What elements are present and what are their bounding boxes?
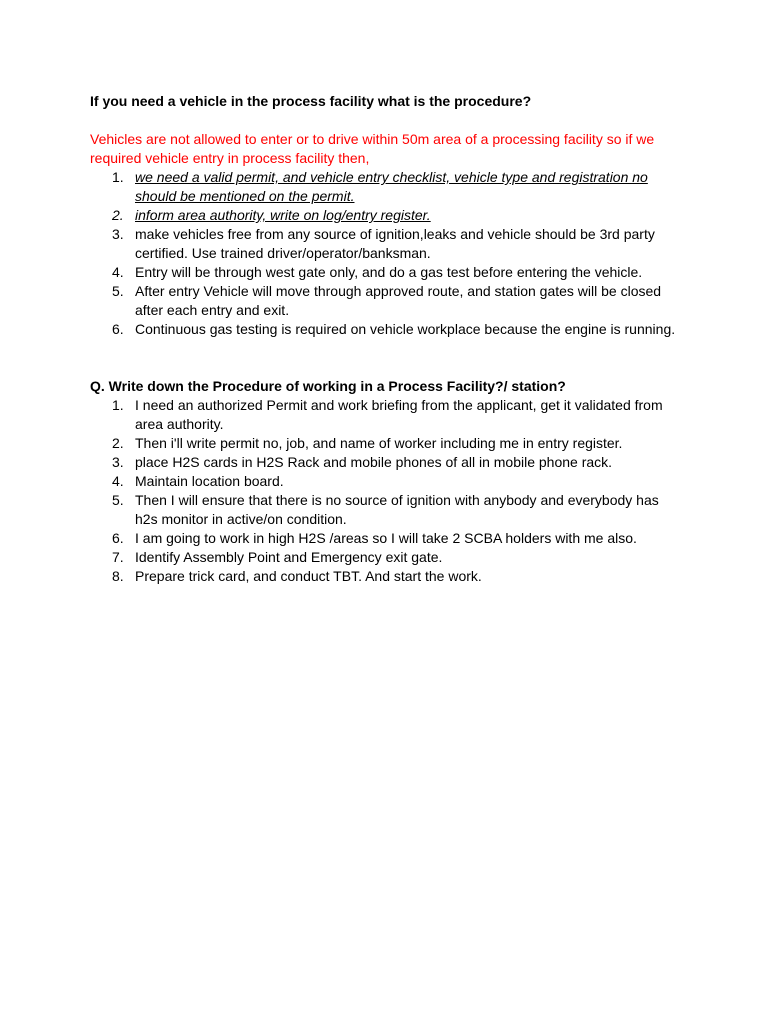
question-1-heading: If you need a vehicle in the process facility what is the procedure? <box>90 93 532 109</box>
list-number: 3. <box>112 454 124 470</box>
list-item <box>90 263 678 282</box>
list-text: I am going to work in high H2S /areas so I will take 2 SCBA holders with me also. <box>135 530 637 546</box>
list-number: 3. <box>112 226 124 242</box>
list-item <box>90 225 678 263</box>
list-text: Then I will ensure that there is no source of ignition with anybody and everybody has h2s monitor in active/on condition. <box>135 492 659 527</box>
list-item <box>90 396 678 434</box>
list-number: 4. <box>112 264 124 280</box>
question-1-intro: Vehicles are not allowed to enter or to drive within 50m area of a processing facility so if we required vehicle entry in process facility then, <box>90 131 655 166</box>
list-item <box>90 206 678 225</box>
list-number: 7. <box>112 549 124 565</box>
list-text: After entry Vehicle will move through approved route, and station gates will be closed after each entry and exit. <box>135 283 662 318</box>
list-item <box>90 320 678 339</box>
list-text: we need a valid permit, and vehicle entry checklist, vehicle type and registration no should be mentioned on the permit. <box>135 169 648 204</box>
list-number: 4. <box>112 473 124 489</box>
list-text: Then i'll write permit no, job, and name of worker including me in entry register. <box>135 435 623 451</box>
list-text: inform area authority, write on log/entry register. <box>135 207 431 223</box>
list-number: 6. <box>112 321 124 337</box>
list-item <box>90 529 678 548</box>
list-number: 8. <box>112 568 124 584</box>
question-2-list <box>90 396 678 586</box>
list-item <box>90 282 678 320</box>
question-1-list <box>90 168 678 339</box>
list-item <box>90 453 678 472</box>
list-item <box>90 548 678 567</box>
list-item <box>90 472 678 491</box>
list-number: 5. <box>112 492 124 508</box>
list-item <box>90 168 678 206</box>
list-text: place H2S cards in H2S Rack and mobile phones of all in mobile phone rack. <box>135 454 613 470</box>
list-text: Identify Assembly Point and Emergency exit gate. <box>135 549 443 565</box>
list-number: 2. <box>112 435 124 451</box>
list-text: I need an authorized Permit and work briefing from the applicant, get it validated from area authority. <box>135 397 663 432</box>
list-number: 5. <box>112 283 124 299</box>
list-item <box>90 567 678 586</box>
question-1-section <box>90 92 678 339</box>
list-text: Entry will be through west gate only, and do a gas test before entering the vehicle. <box>135 264 643 280</box>
question-2-section <box>90 377 678 586</box>
list-item <box>90 434 678 453</box>
list-text: Continuous gas testing is required on vehicle workplace because the engine is running. <box>135 321 676 337</box>
list-text: make vehicles free from any source of ignition,leaks and vehicle should be 3rd party certified. Use trained driver/operator/banksman. <box>135 226 655 261</box>
question-2-heading: Q. Write down the Procedure of working in a Process Facility?/ station? <box>90 378 566 394</box>
list-number: 2. <box>112 207 124 223</box>
list-text: Prepare trick card, and conduct TBT. And start the work. <box>135 568 482 584</box>
list-text: Maintain location board. <box>135 473 284 489</box>
list-number: 6. <box>112 530 124 546</box>
list-number: 1. <box>112 169 124 185</box>
list-number: 1. <box>112 397 124 413</box>
list-item <box>90 491 678 529</box>
